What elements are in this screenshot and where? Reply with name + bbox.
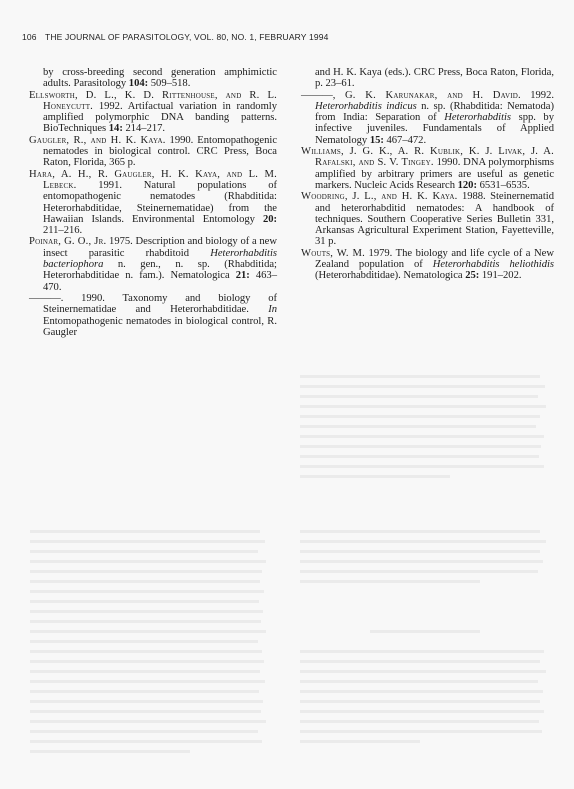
- reference-text: 191–202.: [479, 270, 522, 282]
- reference-entry: [301, 67, 554, 90]
- reference-taxon: Heterorhabditis: [444, 112, 512, 124]
- reference-entry: [301, 146, 554, 191]
- reverse-side-bleed-through: [0, 360, 574, 789]
- reference-authors: Hara, A. H., R. Gaugler, H. K. Kaya, and L. M. Lebeck.: [29, 168, 277, 191]
- reference-text: 1990. DNA polymorphisms amplified by arbitrary primers are useful as genetic markers. Nucleic Acids Research: [315, 157, 554, 191]
- references-right-column: [301, 67, 554, 282]
- reference-volume: 104:: [128, 78, 149, 90]
- reference-entry: [29, 169, 277, 237]
- reference-authors: G. K. Karunakar, and H. David.: [335, 89, 521, 101]
- reference-taxon: Heterorhabditis bacteriophora: [43, 247, 277, 271]
- reference-text: spp. by infective juveniles. Fundamentals of Applied Nematology: [315, 112, 554, 146]
- reference-text: by cross-breeding second generation amphimictic adults. Parasitology: [43, 67, 277, 90]
- reference-text: 1979. The biology and life cycle of a New Zealand population of: [315, 247, 554, 271]
- reference-text: 6531–6535.: [476, 179, 530, 191]
- reference-authors: Woodring, J. L., and H. K. Kaya.: [301, 191, 458, 203]
- reference-volume: 15:: [369, 134, 384, 146]
- reference-entry: [29, 236, 277, 292]
- journal-running-title: THE JOURNAL OF PARASITOLOGY, VOL. 80, NO. 1, FEBRUARY 1994: [45, 32, 329, 42]
- reference-text: 509–518.: [148, 78, 191, 90]
- reference-text: Entomopathogenic nematodes in biological control, R. Gaugler: [43, 315, 277, 338]
- reference-text: and H. K. Kaya (eds.). CRC Press, Boca Raton, Florida, p. 23–61.: [315, 67, 554, 90]
- reference-volume: 14:: [108, 123, 123, 135]
- reference-text: 1991. Natural populations of entomopathogenic nematodes (Rhabditida: Heterorhabditidae, Steinernematidae) from the Hawaiian Islands. Environmental Entomology: [43, 179, 277, 225]
- reference-entry: [29, 293, 277, 338]
- reference-taxon: Heterorhabditis indicus: [315, 100, 417, 112]
- reference-taxon: Heterorhabditis heliothidis: [432, 259, 554, 271]
- reference-authors: Gaugler, R., and H. K. Kaya.: [29, 134, 166, 146]
- reference-text: 1988. Steinernematid and heterorhabditid nematodes: A handbook of techniques. Southern Cooperative Series Bulletin 331, Arkansas Agricultural Experiment Station, Fayetteville, 31 p.: [315, 191, 554, 248]
- reference-author-dash: ———.: [29, 292, 64, 304]
- references-left-column: [29, 67, 277, 338]
- reference-authors: Williams, J. G. K., A. R. Kublik, K. J. Livak, J. A. Rafalski, and S. V. Tingey.: [301, 146, 554, 169]
- reference-entry: [301, 90, 554, 146]
- reference-entry: [301, 191, 554, 247]
- reference-authors: Poinar, G. O., Jr.: [29, 236, 107, 248]
- reference-entry: [29, 67, 277, 90]
- reference-text: 1992.: [520, 89, 554, 101]
- running-header: [22, 32, 328, 42]
- page-number: 106: [22, 32, 37, 42]
- reference-text: 463–470.: [43, 270, 277, 293]
- reference-author-dash: ———,: [301, 89, 336, 101]
- reference-text: n. sp. (Rhabditida: Nematoda) from India: Separation of: [315, 100, 554, 124]
- reference-text: 211–216.: [43, 225, 83, 237]
- reference-text: 1975. Description and biology of a new insect parasitic rhabditoid: [43, 236, 277, 259]
- reference-text: 1990. Entomopathogenic nematodes in biological control. CRC Press, Boca Raton, Florida, 365 p.: [43, 134, 277, 169]
- reference-text: 1992. Artifactual variation in randomly amplified polymorphic DNA banding patterns. BioTechniques: [43, 100, 277, 135]
- reference-authors: Wouts, W. M.: [301, 247, 365, 259]
- reference-text: (Heterorhabditidae). Nematologica: [315, 270, 466, 282]
- reference-volume: 120:: [457, 179, 477, 191]
- reference-volume: 21:: [235, 270, 250, 282]
- reference-text: 1990. Taxonomy and biology of Steinernematidae and Heterorhabditidae.: [43, 292, 277, 316]
- reference-text: n. gen., n. sp. (Rhabditida; Heterorhabditidae n. fam.). Nematologica: [43, 259, 277, 282]
- reference-volume: 20:: [262, 213, 277, 225]
- reference-text: 467–472.: [383, 134, 427, 146]
- reference-authors: Ellsworth, D. L., K. D. Rittenhouse, and R. L. Honeycutt.: [29, 89, 277, 112]
- reference-volume: 25:: [465, 270, 480, 282]
- reference-entry: [29, 90, 277, 135]
- reference-text: 214–217.: [122, 123, 166, 135]
- reference-in: In: [268, 304, 277, 316]
- reference-entry: [29, 135, 277, 169]
- reference-entry: [301, 248, 554, 282]
